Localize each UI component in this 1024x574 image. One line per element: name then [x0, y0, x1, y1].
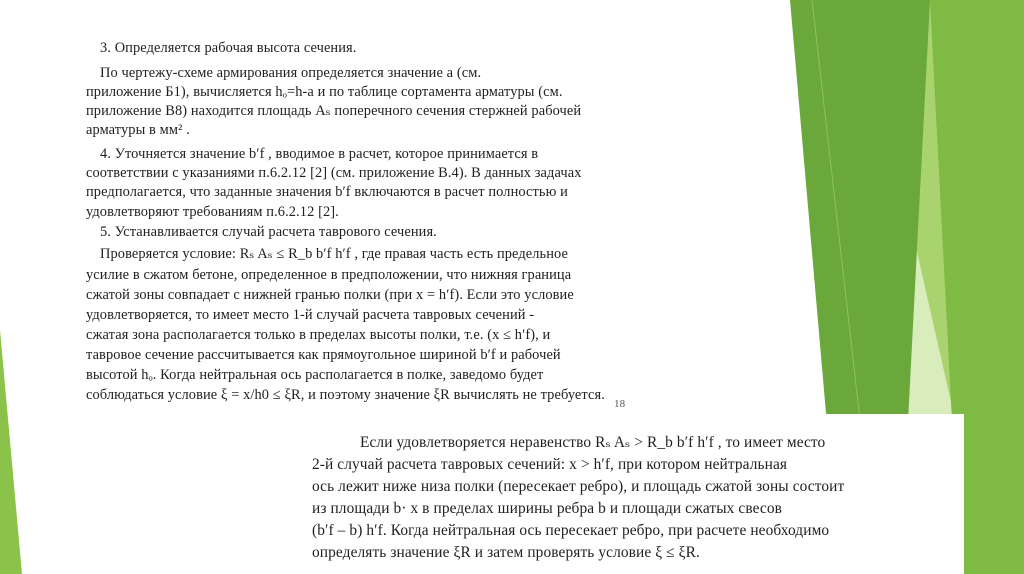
left-green-stripe: [0, 330, 22, 574]
scanned-page-lower: [296, 414, 964, 574]
text-line: усилие в сжатом бетоне, определенное в предположении, что нижняя граница: [86, 267, 572, 283]
text-line: тавровое сечение рассчитывается как прямоугольное шириной b′f и рабочей: [86, 347, 561, 363]
paragraph-3-heading: 3. Определяется рабочая высота сечения.: [100, 40, 357, 56]
text-line: приложение Б1), вычисляется hₒ=h-a и по таблице сортамента арматуры (см.: [86, 84, 563, 100]
text-line: высотой hₒ. Когда нейтральная ось располагается в полке, заведомо будет: [86, 367, 544, 383]
page-number: 18: [614, 398, 626, 410]
text-line: удовлетворяется, то имеет место 1-й случай расчета тавровых сечений -: [86, 307, 535, 323]
text-line: Если удовлетворяется неравенство Rₛ Aₛ > R_b b′f h′f , то имеет место: [360, 434, 826, 451]
text-line: (b′f – b) h′f. Когда нейтральная ось пересекает ребро, при расчете необходимо: [312, 522, 830, 539]
text-line: определять значение ξR и затем проверять условие ξ ≤ ξR.: [312, 544, 700, 561]
scanned-page-upper: [86, 33, 626, 410]
text-line: соблюдаться условие ξ = x/h0 ≤ ξR, и поэтому значение ξR вычислять не требуется.: [86, 387, 605, 403]
text-line: По чертежу-схеме армирования определяется значение a (см.: [100, 65, 482, 81]
text-line: соответствии с указаниями п.6.2.12 [2] (см. приложение В.4). В данных задачах: [86, 165, 582, 181]
paragraph-4-heading: 4. Уточняется значение b′f , вводимое в расчет, которое принимается в: [100, 146, 539, 162]
text-line: удовлетворяют требованиям п.6.2.12 [2].: [86, 204, 339, 220]
text-line: приложение В8) находится площадь Aₛ поперечного сечения стержней рабочей: [86, 103, 582, 119]
paragraph-5-heading: 5. Устанавливается случай расчета таврового сечения.: [100, 224, 437, 240]
text-line: 2-й случай расчета тавровых сечений: x > h′f, при котором нейтральная: [312, 456, 788, 473]
text-line: арматуры в мм² .: [86, 122, 190, 138]
text-line: предполагается, что заданные значения b′f включаются в расчет полностью и: [86, 184, 568, 200]
text-line: Проверяется условие: Rₛ Aₛ ≤ R_b b′f h′f , где правая часть есть предельное: [100, 246, 568, 262]
text-line: ось лежит ниже низа полки (пересекает ребро), и площадь сжатой зоны состоит: [312, 478, 845, 495]
text-line: сжатая зона располагается только в пределах высоты полки, т.е. (x ≤ h′f), и: [86, 327, 551, 343]
text-line: из площади b· x в пределах ширины ребра b и площади сжатых свесов: [312, 500, 783, 517]
text-line: сжатой зоны совпадает с нижней гранью полки (при x = h′f). Если это условие: [86, 287, 574, 303]
